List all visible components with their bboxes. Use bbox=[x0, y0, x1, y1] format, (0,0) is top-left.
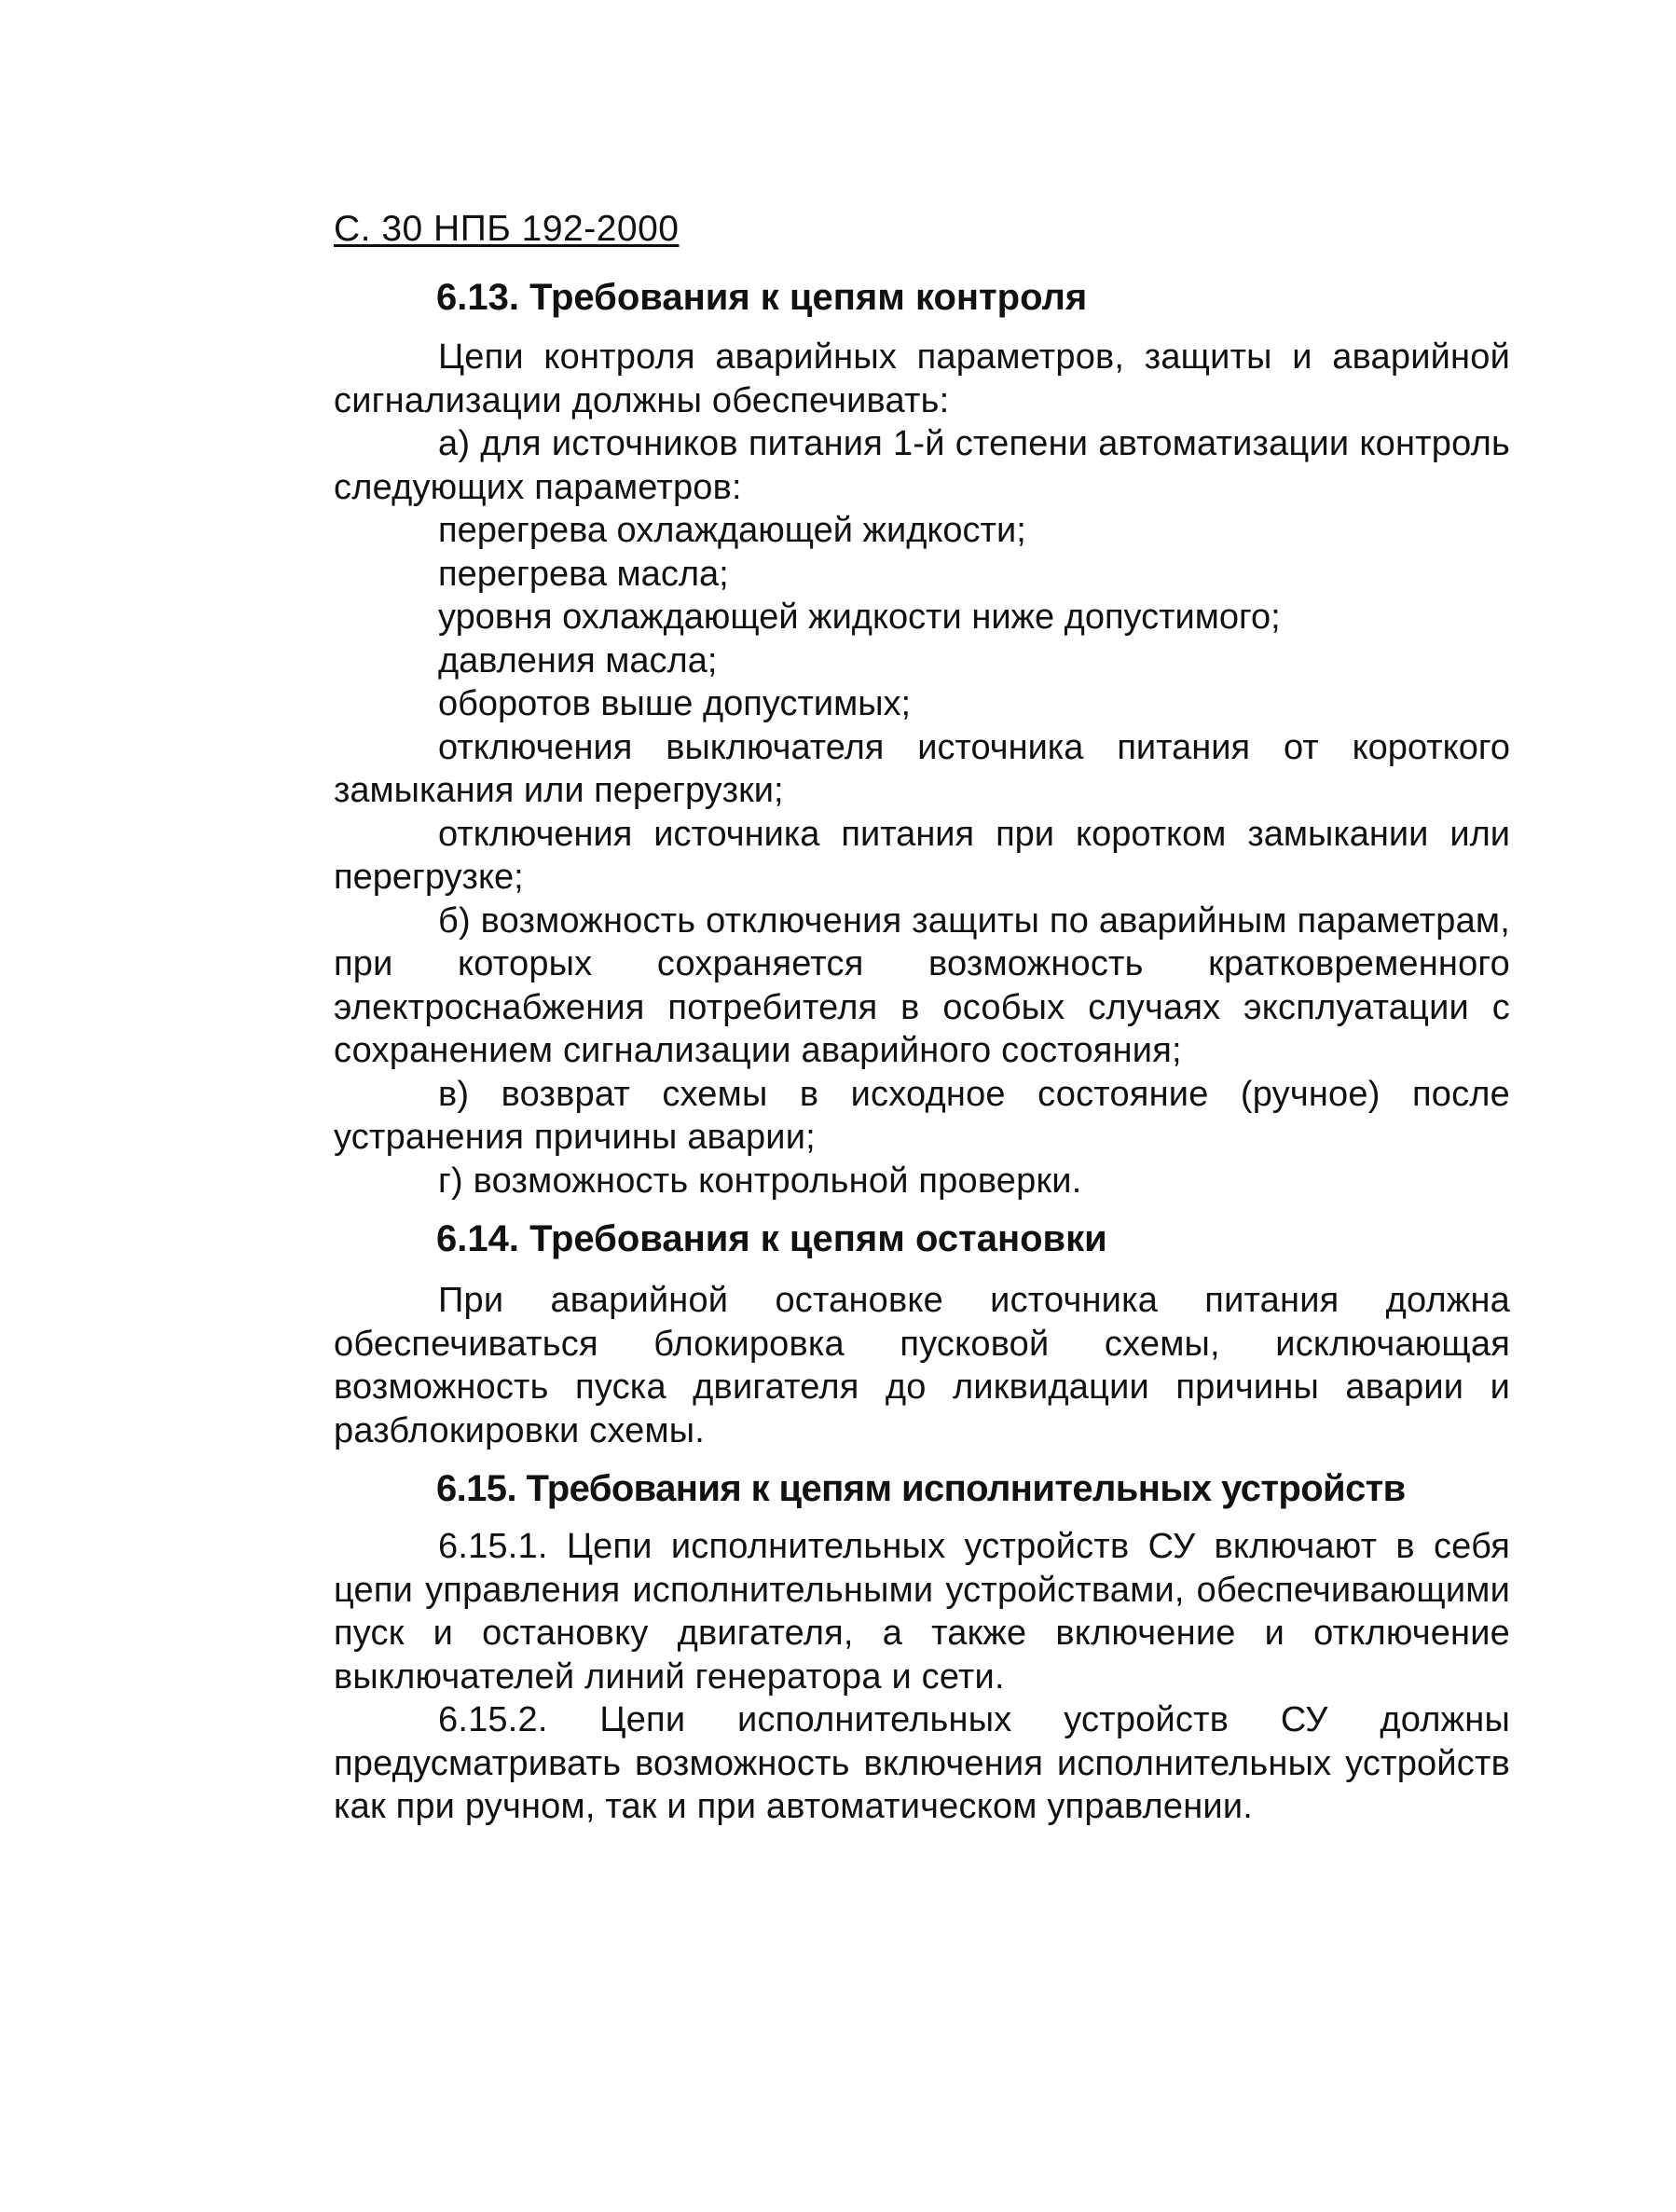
section-6-14-text: При аварийной остановке источника питания должна обеспечиваться блокировка пусковой схемы, исключающая возможность пуска двигателя до ликвидации причины аварии и разблокировки схемы. bbox=[334, 1281, 1510, 1450]
section-6-13-item-a: а) для источников питания 1-й степени автоматизации контроль следующих параметров: bbox=[334, 424, 1510, 507]
section-6-15-1: 6.15.1. Цепи исполнительных устройств СУ включают в себя цепи управления исполнительными устройствами, обеспечивающими пуск и остановку двигателя, а также включение и отключение выключателей линий генератора и сети. bbox=[334, 1527, 1510, 1697]
section-6-13-item-v: в) возврат схемы в исходное состояние (ручное) после устранения причины аварии; bbox=[334, 1074, 1510, 1157]
section-6-15-2: 6.15.2. Цепи исполнительных устройств СУ должны предусматривать возможность включения исполнительных устройств как при ручном, так и при автоматическом управлении. bbox=[334, 1700, 1510, 1826]
param-item: перегрева охлаждающей жидкости; bbox=[438, 511, 1026, 550]
section-6-15-title: 6.15. Требования к цепям исполнительных устройств bbox=[436, 1468, 1406, 1509]
section-6-14-title: 6.14. Требования к цепям остановки bbox=[436, 1218, 1107, 1259]
section-6-13-item-b: б) возможность отключения защиты по аварийным параметрам, при которых сохраняется возможность кратковременного электроснабжения потребителя в особых случаях эксплуатации с сохранением сигнализации аварийного состояния; bbox=[334, 900, 1510, 1070]
section-6-13-item-g: г) возможность контрольной проверки. bbox=[438, 1161, 1082, 1201]
param-source: отключения источника питания при коротком замыкании или перегрузке; bbox=[334, 814, 1510, 897]
param-item: перегрева масла; bbox=[438, 554, 729, 594]
param-item: уровня охлаждающей жидкости ниже допустимого; bbox=[438, 598, 1281, 637]
param-item: оборотов выше допустимых; bbox=[438, 684, 912, 723]
page-content bbox=[334, 272, 1510, 1829]
param-breaker: отключения выключателя источника питания от короткого замыкания или перегрузки; bbox=[334, 727, 1510, 810]
section-6-13-title: 6.13. Требования к цепям контроля bbox=[436, 277, 1088, 318]
param-item: давления масла; bbox=[438, 640, 718, 680]
page-header: С. 30 НПБ 192-2000 bbox=[334, 209, 680, 249]
section-6-13-intro: Цепи контроля аварийных параметров, защиты и аварийной сигнализации должны обеспечивать: bbox=[334, 337, 1510, 420]
